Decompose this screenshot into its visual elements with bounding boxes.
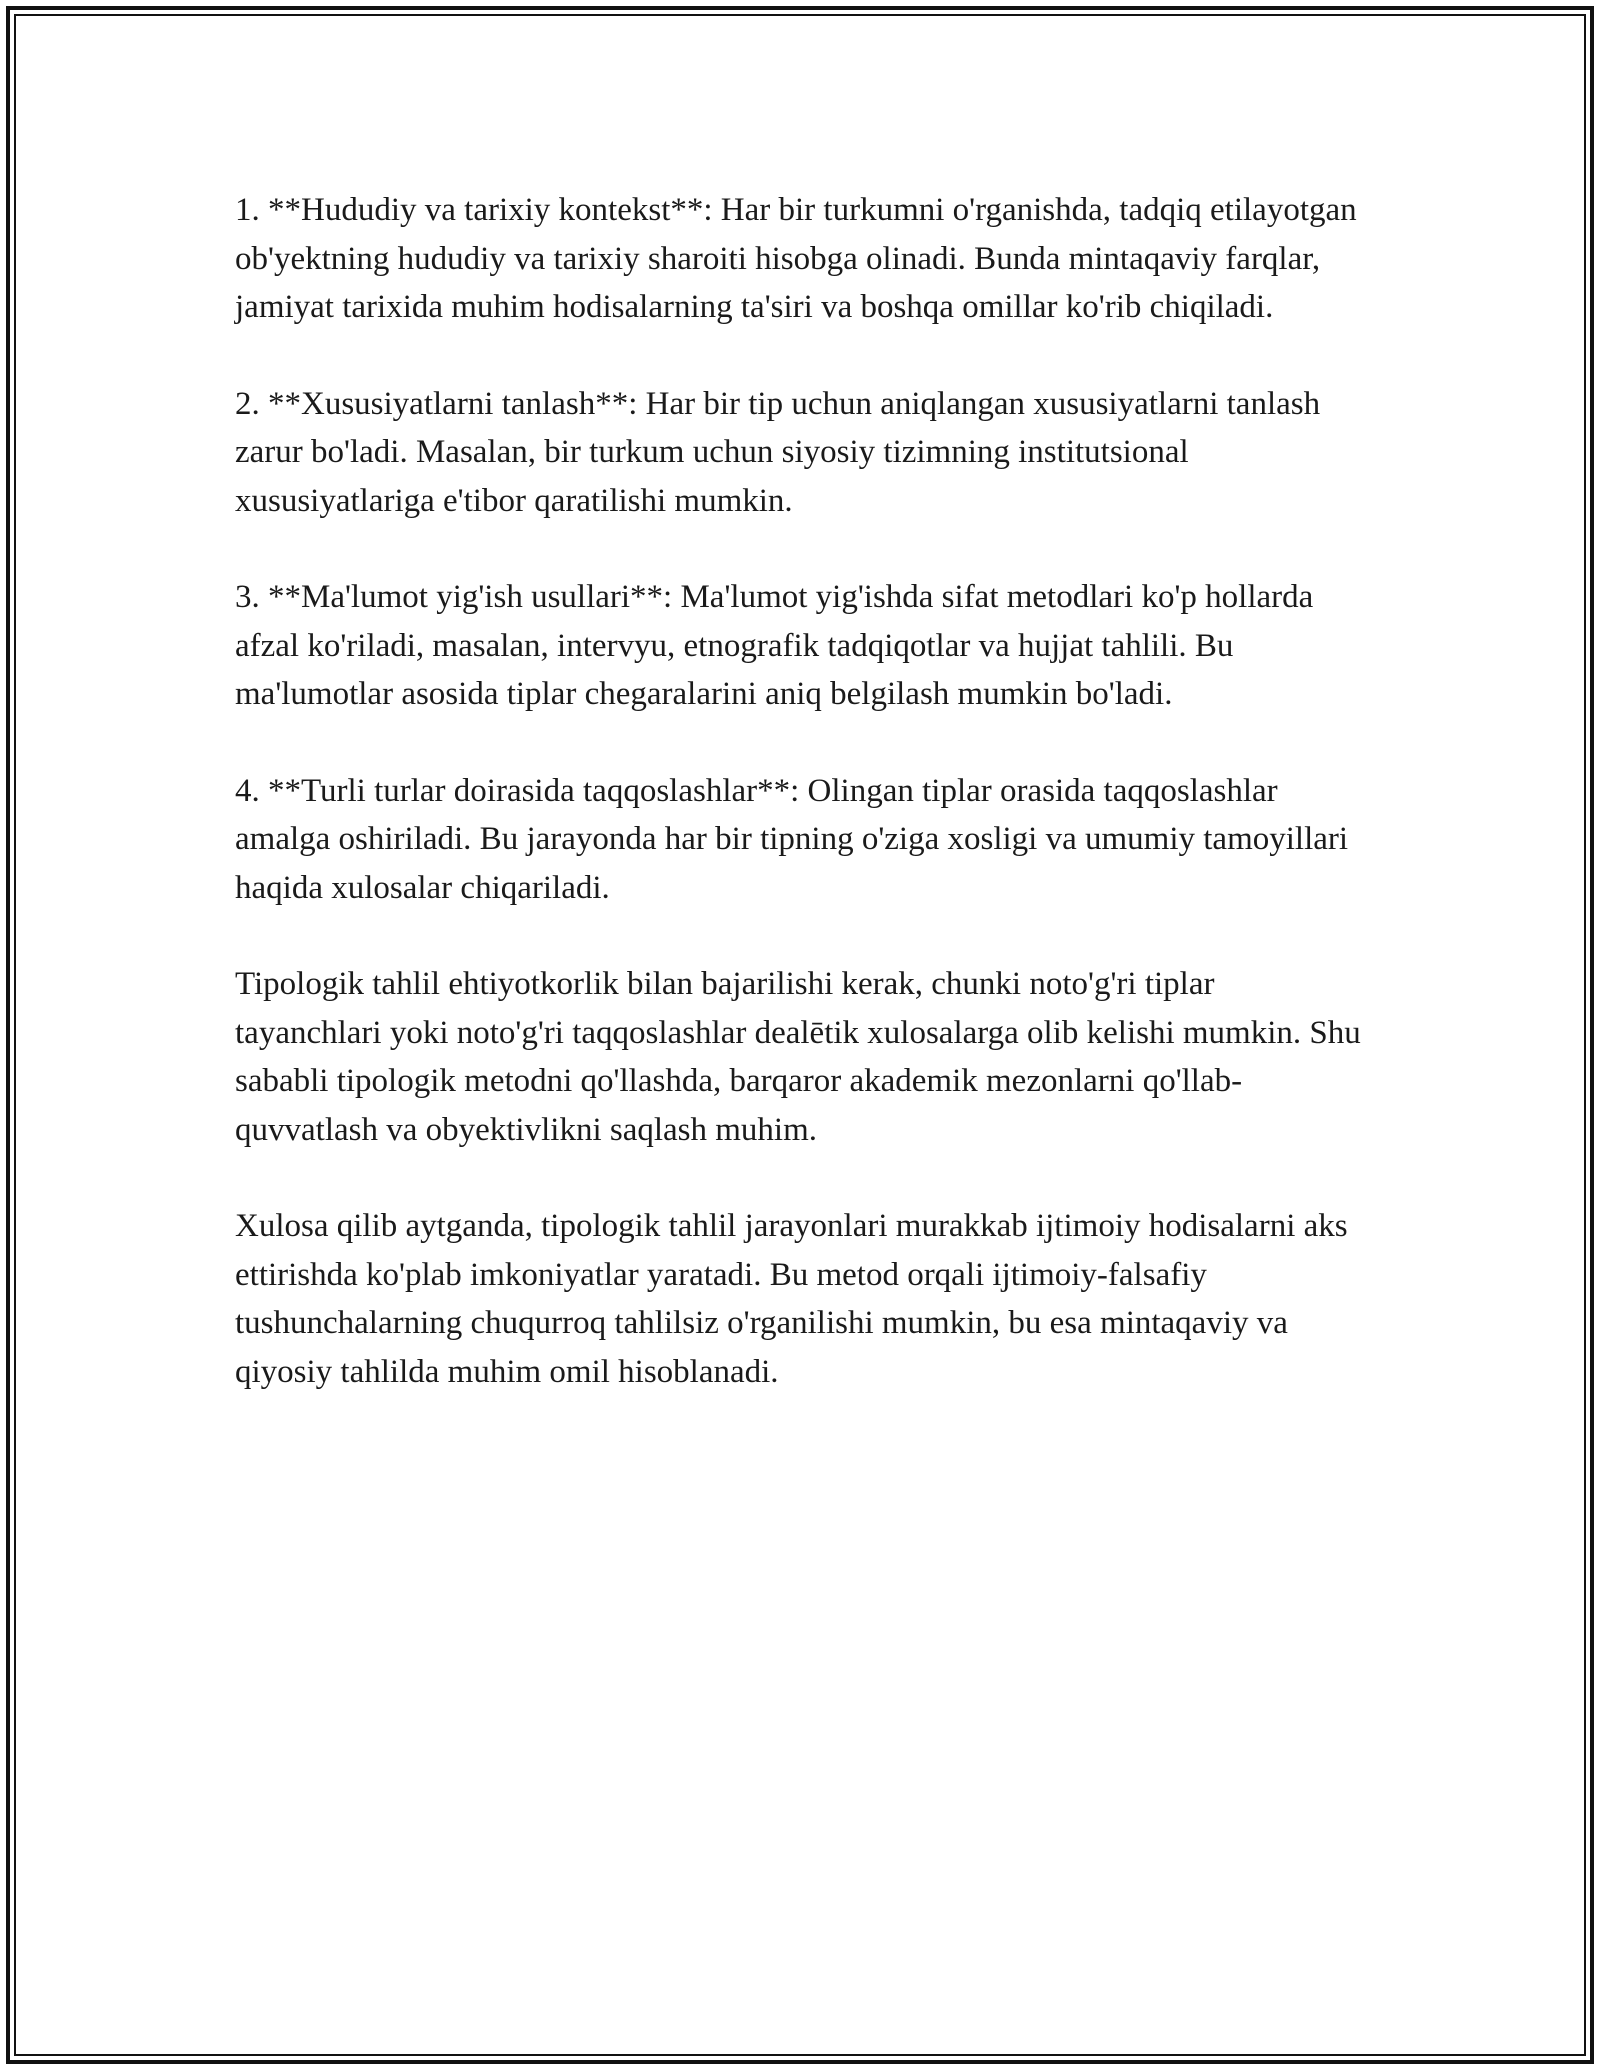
paragraph-ehtiyotkorlik: Tipologik tahlil ehtiyotkorlik bilan bajarilishi kerak, chunki noto'g'ri tiplar tayanchlari yoki noto'g'ri taqqoslashlar dealētik xulosalarga olib kelishi mumkin. Shu sababli tipologik metodni qo'llashda, barqaror akademik mezonlarni qo'llab-quvvatlash va obyektivlikni saqlash muhim. (235, 966, 1361, 1148)
document-body (235, 186, 1365, 1444)
paragraph-hududiy-kontekst: 1. **Hududiy va tarixiy kontekst**: Har bir turkumni o'rganishda, tadqiq etilayotgan ob'yektning hududiy va tarixiy sharoiti hisobga olinadi. Bunda mintaqaviy farqlar, jamiyat tarixida muhim hodisalarning ta'siri va boshqa omillar ko'rib chiqiladi. (235, 192, 1357, 325)
paragraph-taqqoslashlar: 4. **Turli turlar doirasida taqqoslashlar**: Olingan tiplar orasida taqqoslashlar amalga oshiriladi. Bu jarayonda har bir tipning o'ziga xosligi va umumiy tamoyillari haqida xulosalar chiqariladi. (235, 772, 1349, 906)
paragraph-xulosa: Xulosa qilib aytganda, tipologik tahlil jarayonlari murakkab ijtimoiy hodisalarni aks ettirishda ko'plab imkoniyatlar yaratadi. Bu metod orqali ijtimoiy-falsafiy tushunchalarning chuqurroq tahlilsiz o'rganilishi mumkin, bu esa mintaqaviy va qiyosiy tahlilda muhim omil hisoblanadi. (235, 1208, 1348, 1390)
paragraph-xususiyatlarni-tanlash: 2. **Xususiyatlarni tanlash**: Har bir tip uchun aniqlangan xususiyatlarni tanlash zarur bo'ladi. Masalan, bir turkum uchun siyosiy tizimning institutsional xususiyatlariga e'tibor qaratilishi mumkin. (235, 385, 1321, 519)
paragraph-malumot-yigish: 3. **Ma'lumot yig'ish usullari**: Ma'lumot yig'ishda sifat metodlari ko'p hollarda afzal ko'riladi, masalan, intervyu, etnografik tadqiqotlar va hujjat tahlili. Bu ma'lumotlar asosida tiplar chegaralarini aniq belgilash mumkin bo'ladi. (235, 579, 1314, 712)
